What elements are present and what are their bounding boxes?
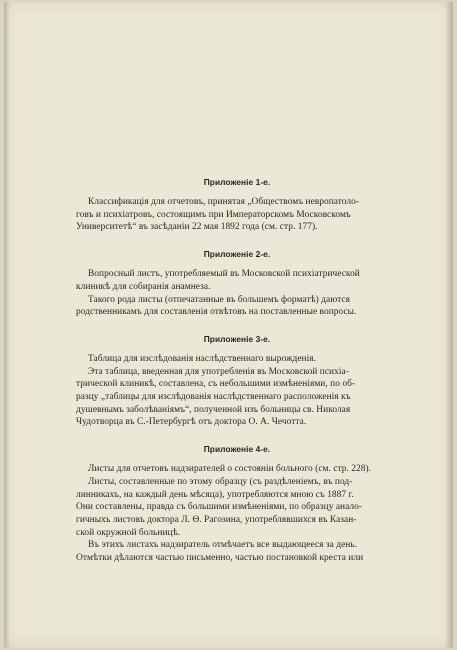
text-line: Отмѣтки дѣлаются частью письменно, частью постановкой креста или (76, 553, 364, 564)
text-line: Листы, составленные по этому образцу (съ раздѣленіемъ, въ под- (88, 476, 353, 487)
appendix-3-section (76, 333, 398, 429)
text-line: ской окружной больницѣ. (76, 527, 181, 538)
appendix-4-section (76, 443, 398, 565)
appendix-1-heading: Приложеніе 1-е. (203, 177, 271, 187)
text-line: Вопросный листъ, употребляемый въ Московской психіатрической (88, 269, 360, 280)
page-text (76, 176, 398, 565)
page (4, 2, 453, 648)
text-line: Листы для отчетовъ надзирателей о состояніи больного (см. стр. 228). (88, 464, 372, 475)
text-line: родственникамъ для составленія отвѣтовъ на поставленные вопросы. (76, 307, 357, 318)
text-line: Въ этихъ листахъ надзиратель отмѣчаетъ все выдающееся за день. (88, 540, 358, 551)
text-line: Эта таблица, введенная для употребленія въ Московской психіа- (88, 366, 349, 377)
text-line: Такого рода листы (отпечатанные въ большемъ форматѣ) даются (88, 294, 350, 305)
appendix-3-heading: Приложеніе 3-е. (203, 333, 271, 344)
text-line: трической клиникѣ, составлена, съ небольшими измѣненіями, по об- (76, 379, 356, 390)
text-line: гичныхъ листовъ доктора Л. Ѳ. Рагозина, употреблявшихся въ Казан- (76, 514, 357, 525)
appendix-2-heading: Приложеніе 2-е. (203, 249, 271, 260)
text-line: душевнымъ заболѣваніямъ“, полученной изъ больницы св. Николая (76, 404, 351, 415)
appendix-4-heading: Приложеніе 4-е. (203, 444, 271, 455)
text-line: Они составлены, правда съ большими измѣненіями, по образцу анало- (76, 502, 363, 513)
appendix-1-section (76, 176, 398, 234)
text-line: клиникѣ для собиранія анамнеза. (76, 281, 211, 292)
text-line: разцу „таблицы для изслѣдованія наслѣдственнаго расположенія къ (76, 392, 351, 403)
text-line: Классификація для отчетовъ, принятая „Обществомъ невропатоло- (88, 197, 360, 207)
appendix-2-section (76, 248, 398, 319)
text-line: Университетѣ“ въ засѣданіи 22 мая 1892 года (см. стр. 177). (76, 222, 318, 233)
text-line: Чудотворца въ С.-Петербургѣ отъ доктора О. А. Чечотта. (76, 417, 307, 428)
text-line: линникахъ, на каждый день мѣсяца), употребляются мною съ 1887 г. (76, 489, 354, 500)
page-left-shadow (4, 2, 10, 648)
page-right-shadow (445, 2, 453, 648)
text-line: Таблица для изслѣдованія наслѣдственнаго вырожденія. (88, 353, 317, 364)
text-line: говъ и психіатровъ, состоящимъ при Императорскомъ Московскомъ (76, 209, 351, 220)
